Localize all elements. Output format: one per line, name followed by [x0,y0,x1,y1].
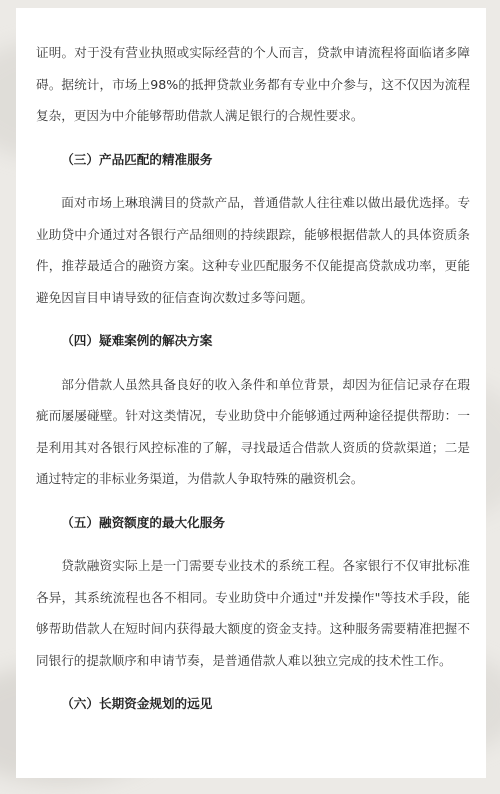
paragraph-section-4: 部分借款人虽然具备良好的收入条件和单位背景，却因为征信记录存在瑕疵而屡屡碰壁。针对这类情况，专业助贷中介能够通过两种途径提供帮助：一是利用其对各银行风控标准的了解，寻找最适合借款人资质的贷款渠道；二是通过特定的非标业务渠道，为借款人争取特殊的融资机会。 [36,376,470,486]
paragraph-section-5: 贷款融资实际上是一门需要专业技术的系统工程。各家银行不仅审批标准各异，其系统流程也各不相同。专业助贷中介通过"并发操作"等技术手段，能够帮助借款人在短时间内获得最大额度的资金支持。这种服务需要精准把握不同银行的提款顺序和申请节奏，是普通借款人难以独立完成的技术性工作。 [36,558,470,668]
spacer [36,175,470,187]
section-heading-4: （四）疑难案例的解决方案 [61,333,213,348]
paragraph-intro-continued: 证明。对于没有营业执照或实际经营的个人而言，贷款申请流程将面临诸多障碍。据统计，市场上98%的抵押贷款业务都有专业中介参与，这不仅因为流程复杂，更因为中介能够帮助借款人满足银行的合规性要求。 [36,45,470,123]
spacer [36,495,470,507]
section-heading-6: （六）长期资金规划的远见 [61,696,213,711]
section-heading-3: （三）产品匹配的精准服务 [61,151,213,167]
section-heading-5: （五）融资额度的最大化服务 [61,514,225,530]
spacer [36,313,470,325]
top-spacer [36,8,470,37]
document-page [16,8,486,778]
paragraph-section-3: 面对市场上琳琅满目的贷款产品，普通借款人往往难以做出最优选择。专业助贷中介通过对各银行产品细则的持续跟踪，能够根据借款人的具体资质条件，推荐最适合的融资方案。这种专业匹配服务不仅能提高贷款成功率，更能避免因盲目申请导致的征信查询次数过多等问题。 [36,195,470,305]
spacer [36,132,470,144]
spacer [36,676,470,688]
spacer [36,357,470,369]
spacer [36,538,470,550]
